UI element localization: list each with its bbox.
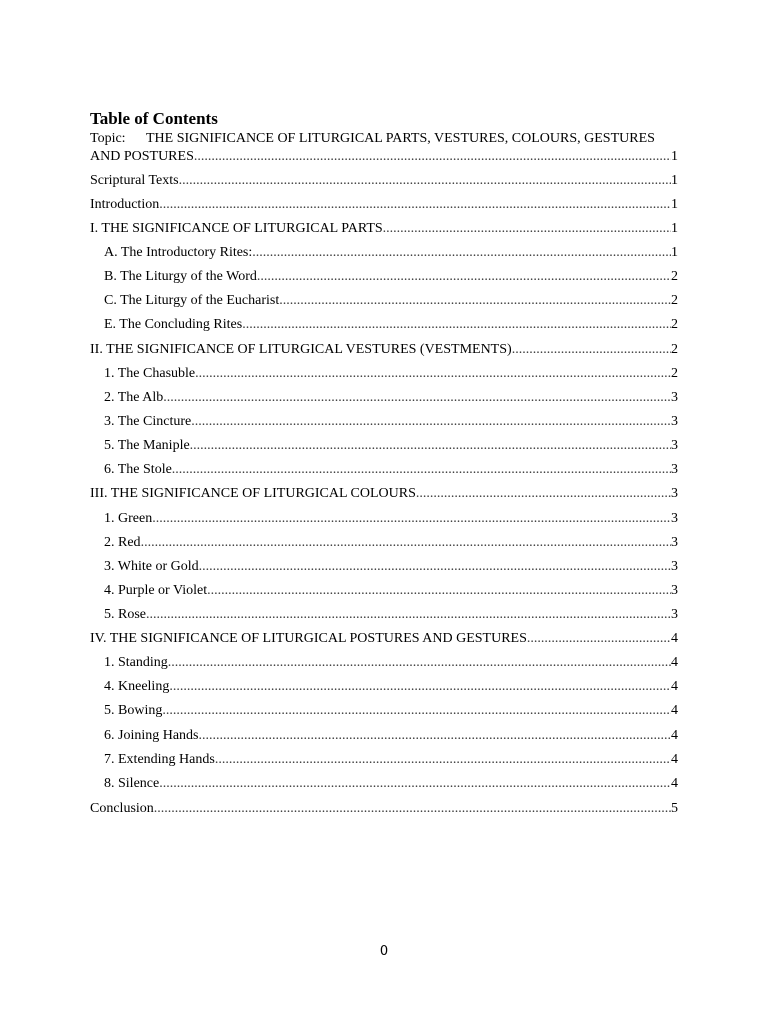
toc-entry-topic-continued[interactable] bbox=[90, 148, 678, 165]
toc-page-number: 3 bbox=[671, 438, 678, 453]
toc-entry-text: 3. The Cincture bbox=[104, 414, 192, 429]
toc-entry-rose[interactable] bbox=[104, 606, 678, 623]
toc-line bbox=[104, 268, 678, 285]
toc-entry-cincture[interactable] bbox=[104, 413, 678, 430]
toc-page-number: 3 bbox=[671, 583, 678, 598]
toc-entry-text: 6. The Stole bbox=[104, 462, 172, 477]
toc-page-number: 3 bbox=[671, 486, 678, 501]
toc-entry-text: I. THE SIGNIFICANCE OF LITURGICAL PARTS bbox=[90, 221, 383, 236]
topic-label: Topic: bbox=[90, 131, 126, 146]
toc-page-number: 4 bbox=[671, 679, 678, 694]
toc-entry-text: 2. The Alb bbox=[104, 390, 164, 405]
toc-entry-green[interactable] bbox=[104, 510, 678, 527]
toc-entry-alb[interactable] bbox=[104, 389, 678, 406]
toc-entry-section-1[interactable] bbox=[90, 220, 678, 237]
footer-page-number: 0 bbox=[379, 944, 389, 959]
toc-entry-red[interactable] bbox=[104, 534, 678, 551]
toc-page-number: 4 bbox=[671, 703, 678, 718]
toc-entry-liturgy-of-the-word[interactable] bbox=[104, 268, 678, 285]
toc-entry-scriptural-texts[interactable] bbox=[90, 172, 678, 189]
toc-page-number: 2 bbox=[671, 269, 678, 284]
toc-page-number: 4 bbox=[671, 776, 678, 791]
dot-leader bbox=[168, 654, 671, 671]
toc-entry-white-or-gold[interactable] bbox=[104, 558, 678, 575]
toc-entry-liturgy-of-the-eucharist[interactable] bbox=[104, 292, 678, 309]
toc-page-number: 1 bbox=[671, 221, 678, 236]
toc-line bbox=[104, 702, 678, 719]
toc-entry-introduction[interactable] bbox=[90, 196, 678, 213]
toc-line bbox=[104, 437, 678, 454]
toc-line bbox=[104, 365, 678, 382]
dot-leader bbox=[190, 437, 671, 454]
dot-leader bbox=[279, 292, 671, 309]
toc-line bbox=[104, 510, 678, 527]
toc-entry-text: 4. Purple or Violet bbox=[104, 583, 208, 598]
toc-entry-text: 7. Extending Hands bbox=[104, 752, 215, 767]
toc-entry-text: 5. Rose bbox=[104, 607, 146, 622]
toc-entry-text: 3. White or Gold bbox=[104, 559, 199, 574]
toc-page-number: 4 bbox=[671, 631, 678, 646]
dot-leader bbox=[146, 606, 671, 623]
dot-leader bbox=[257, 268, 671, 285]
toc-page-number: 1 bbox=[671, 149, 678, 164]
toc-page-number: 3 bbox=[671, 462, 678, 477]
toc-entry-bowing[interactable] bbox=[104, 702, 678, 719]
toc-page-number: 4 bbox=[671, 655, 678, 670]
toc-entry-purple-or-violet[interactable] bbox=[104, 582, 678, 599]
toc-entry-text: III. THE SIGNIFICANCE OF LITURGICAL COLOURS bbox=[90, 486, 416, 501]
toc-entry-text: 1. Standing bbox=[104, 655, 168, 670]
toc-line bbox=[104, 558, 678, 575]
dot-leader bbox=[163, 389, 671, 406]
dot-leader bbox=[172, 461, 671, 478]
toc-line bbox=[90, 630, 678, 647]
toc-page-number: 4 bbox=[671, 728, 678, 743]
toc-entry-text: C. The Liturgy of the Eucharist bbox=[104, 293, 280, 308]
toc-entry-text: 1. Green bbox=[104, 511, 153, 526]
dot-leader bbox=[179, 172, 671, 189]
topic-title-line-2: AND POSTURES bbox=[90, 149, 194, 164]
toc-line bbox=[90, 485, 678, 502]
topic-line-1 bbox=[90, 130, 678, 147]
toc-line bbox=[104, 678, 678, 695]
toc-page-number: 1 bbox=[671, 245, 678, 260]
toc-entry-maniple[interactable] bbox=[104, 437, 678, 454]
toc-line bbox=[104, 775, 678, 792]
toc-entry-chasuble[interactable] bbox=[104, 365, 678, 382]
dot-leader bbox=[169, 678, 671, 695]
topic-line-2 bbox=[90, 148, 678, 165]
toc-entry-text: IV. THE SIGNIFICANCE OF LITURGICAL POSTURES AND GESTURES bbox=[90, 631, 527, 646]
toc-page-number: 2 bbox=[671, 366, 678, 381]
toc-page-number: 1 bbox=[671, 197, 678, 212]
dot-leader bbox=[199, 558, 671, 575]
toc-line bbox=[90, 172, 678, 189]
dot-leader bbox=[252, 244, 671, 261]
toc-page-number: 2 bbox=[671, 293, 678, 308]
toc-entry-concluding-rites[interactable] bbox=[104, 316, 678, 333]
toc-entry-text: 1. The Chasuble bbox=[104, 366, 196, 381]
toc-entry-text: 6. Joining Hands bbox=[104, 728, 199, 743]
toc-page-number: 3 bbox=[671, 559, 678, 574]
dot-leader bbox=[159, 196, 671, 213]
dot-leader bbox=[141, 534, 671, 551]
toc-entry-text: B. The Liturgy of the Word bbox=[104, 269, 257, 284]
toc-page-number: 3 bbox=[671, 414, 678, 429]
dot-leader bbox=[191, 413, 671, 430]
toc-heading: Table of Contents bbox=[90, 109, 218, 128]
toc-entry-text: 5. The Maniple bbox=[104, 438, 190, 453]
dot-leader bbox=[512, 341, 671, 358]
toc-page-number: 4 bbox=[671, 752, 678, 767]
toc-entry-text: 8. Silence bbox=[104, 776, 160, 791]
dot-leader bbox=[416, 485, 671, 502]
toc-entry-text: Conclusion bbox=[90, 801, 154, 816]
dot-leader bbox=[383, 220, 671, 237]
toc-entry-topic[interactable] bbox=[90, 130, 678, 147]
dot-leader bbox=[242, 316, 671, 333]
dot-leader bbox=[162, 702, 671, 719]
toc-page-number: 2 bbox=[671, 317, 678, 332]
toc-entry-text: 5. Bowing bbox=[104, 703, 163, 718]
toc-entry-kneeling[interactable] bbox=[104, 678, 678, 695]
dot-leader bbox=[159, 775, 671, 792]
toc-line bbox=[90, 196, 678, 213]
topic-title-line-1: THE SIGNIFICANCE OF LITURGICAL PARTS, VESTURES, COLOURS, GESTURES bbox=[146, 131, 655, 146]
toc-entry-joining-hands[interactable] bbox=[104, 727, 678, 744]
toc-entry-introductory-rites[interactable] bbox=[104, 244, 678, 261]
dot-leader bbox=[215, 751, 671, 768]
dot-leader bbox=[152, 510, 671, 527]
toc-line bbox=[90, 341, 678, 358]
toc-page-number: 2 bbox=[671, 342, 678, 357]
toc-line bbox=[104, 413, 678, 430]
dot-leader bbox=[154, 800, 671, 817]
toc-page-number: 3 bbox=[671, 390, 678, 405]
toc-entry-text: Scriptural Texts bbox=[90, 173, 179, 188]
toc-entry-text: Introduction bbox=[90, 197, 160, 212]
toc-line bbox=[104, 534, 678, 551]
toc-entry-text: A. The Introductory Rites: bbox=[104, 245, 253, 260]
toc-line bbox=[104, 316, 678, 333]
toc-line bbox=[104, 244, 678, 261]
toc-line bbox=[104, 727, 678, 744]
toc-entry-standing[interactable] bbox=[104, 654, 678, 671]
toc-entry-text: 4. Kneeling bbox=[104, 679, 170, 694]
toc-line bbox=[104, 751, 678, 768]
toc-entry-stole[interactable] bbox=[104, 461, 678, 478]
toc-line bbox=[104, 606, 678, 623]
toc-page-number: 5 bbox=[671, 801, 678, 816]
toc-entry-extending-hands[interactable] bbox=[104, 751, 678, 768]
toc-line bbox=[104, 389, 678, 406]
toc-entry-text: 2. Red bbox=[104, 535, 141, 550]
toc-entry-section-4[interactable] bbox=[90, 630, 678, 647]
dot-leader bbox=[194, 148, 671, 165]
toc-entry-text: II. THE SIGNIFICANCE OF LITURGICAL VESTURES (VESTMENTS) bbox=[90, 342, 512, 357]
toc-entry-text: E. The Concluding Rites bbox=[104, 317, 243, 332]
toc-line bbox=[90, 800, 678, 817]
dot-leader bbox=[527, 630, 671, 647]
toc-line bbox=[104, 292, 678, 309]
toc-line bbox=[104, 654, 678, 671]
dot-leader bbox=[199, 727, 672, 744]
dot-leader bbox=[195, 365, 671, 382]
toc-line bbox=[104, 582, 678, 599]
toc-entry-silence[interactable] bbox=[104, 775, 678, 792]
toc-page-number: 1 bbox=[671, 173, 678, 188]
toc-entry-section-2[interactable] bbox=[90, 341, 678, 358]
toc-line bbox=[104, 461, 678, 478]
toc-entry-conclusion[interactable] bbox=[90, 800, 678, 817]
dot-leader bbox=[207, 582, 671, 599]
toc-page-number: 3 bbox=[671, 607, 678, 622]
toc-line bbox=[90, 220, 678, 237]
toc-page-number: 3 bbox=[671, 511, 678, 526]
toc-page-number: 3 bbox=[671, 535, 678, 550]
toc-entry-section-3[interactable] bbox=[90, 485, 678, 502]
